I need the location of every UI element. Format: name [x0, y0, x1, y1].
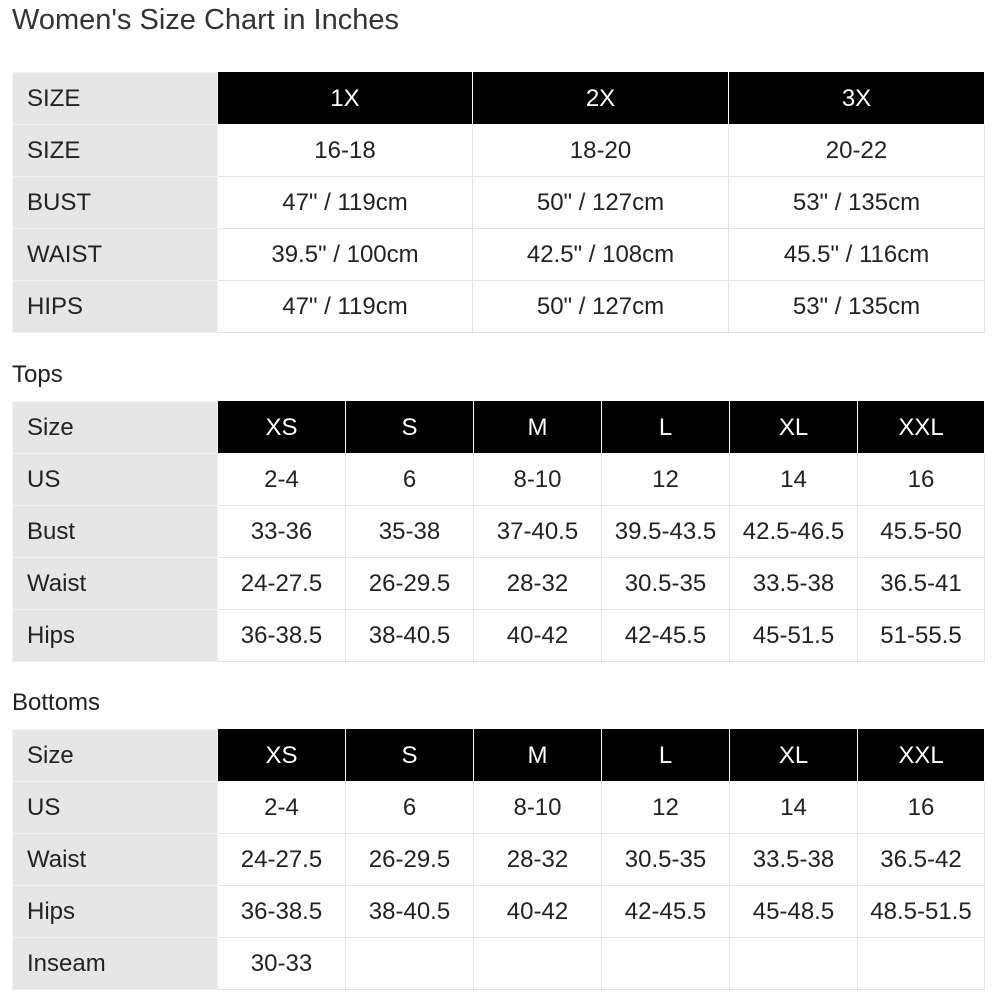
table-cell: 48.5-51.5 — [858, 886, 985, 938]
tops-header-xl: XL — [730, 402, 858, 454]
table-cell: 42-45.5 — [602, 610, 730, 662]
plus-size-table — [12, 72, 985, 333]
table-row — [13, 229, 985, 281]
table-cell: 8-10 — [474, 454, 602, 506]
table-row — [13, 454, 985, 506]
bottoms-header-m: M — [474, 730, 602, 782]
table-cell: 38-40.5 — [346, 886, 474, 938]
page-title: Women's Size Chart in Inches — [12, 4, 399, 36]
bottoms-header-label: Size — [13, 730, 218, 782]
table-row — [13, 886, 985, 938]
plus-size-header-label: SIZE — [13, 73, 218, 125]
table-cell: 42-45.5 — [602, 886, 730, 938]
table-row — [13, 506, 985, 558]
table-cell: 50" / 127cm — [473, 281, 729, 333]
table-row — [13, 782, 985, 834]
table-cell: 36-38.5 — [218, 886, 346, 938]
table-cell: 12 — [602, 454, 730, 506]
table-cell: 6 — [346, 454, 474, 506]
table-cell: 45.5" / 116cm — [729, 229, 985, 281]
table-cell: 14 — [730, 454, 858, 506]
table-cell: 45.5-50 — [858, 506, 985, 558]
tops-section-title: Tops — [12, 361, 63, 388]
table-row — [13, 125, 985, 177]
table-cell: 37-40.5 — [474, 506, 602, 558]
table-cell: 18-20 — [473, 125, 729, 177]
table-cell: 30.5-35 — [602, 558, 730, 610]
tops-header-s: S — [346, 402, 474, 454]
table-cell: 45-48.5 — [730, 886, 858, 938]
row-label: Hips — [13, 610, 218, 662]
table-cell: 36.5-41 — [858, 558, 985, 610]
table-cell: 33.5-38 — [730, 558, 858, 610]
table-row — [13, 558, 985, 610]
table-cell: 12 — [602, 782, 730, 834]
table-cell: 2-4 — [218, 782, 346, 834]
row-label: Waist — [13, 558, 218, 610]
row-label: WAIST — [13, 229, 218, 281]
table-cell: 45-51.5 — [730, 610, 858, 662]
table-cell: 33-36 — [218, 506, 346, 558]
table-cell: 6 — [346, 782, 474, 834]
row-label: BUST — [13, 177, 218, 229]
table-cell: 42.5" / 108cm — [473, 229, 729, 281]
table-cell: 2-4 — [218, 454, 346, 506]
table-cell: 36.5-42 — [858, 834, 985, 886]
table-cell: 50" / 127cm — [473, 177, 729, 229]
table-cell: 28-32 — [474, 558, 602, 610]
row-label: US — [13, 454, 218, 506]
table-cell: 20-22 — [729, 125, 985, 177]
row-label: SIZE — [13, 125, 218, 177]
bottoms-section-title: Bottoms — [12, 689, 101, 716]
table-cell: 36-38.5 — [218, 610, 346, 662]
table-cell: 30.5-35 — [602, 834, 730, 886]
table-row — [13, 834, 985, 886]
tops-header-label: Size — [13, 402, 218, 454]
table-row — [13, 610, 985, 662]
table-cell — [346, 938, 474, 990]
plus-size-header-1x: 1X — [218, 73, 473, 125]
bottoms-header-row — [13, 730, 985, 782]
table-cell: 26-29.5 — [346, 834, 474, 886]
table-cell: 35-38 — [346, 506, 474, 558]
table-cell: 14 — [730, 782, 858, 834]
table-cell: 16-18 — [218, 125, 473, 177]
table-cell — [602, 938, 730, 990]
tops-header-xs: XS — [218, 402, 346, 454]
row-label: Waist — [13, 834, 218, 886]
table-cell: 51-55.5 — [858, 610, 985, 662]
table-cell — [730, 938, 858, 990]
bottoms-header-xl: XL — [730, 730, 858, 782]
tops-size-table — [12, 401, 985, 662]
table-row — [13, 938, 985, 990]
row-label: Hips — [13, 886, 218, 938]
row-label: Inseam — [13, 938, 218, 990]
bottoms-header-l: L — [602, 730, 730, 782]
table-cell: 39.5-43.5 — [602, 506, 730, 558]
table-cell: 8-10 — [474, 782, 602, 834]
tops-header-l: L — [602, 402, 730, 454]
table-cell: 30-33 — [218, 938, 346, 990]
table-cell: 16 — [858, 782, 985, 834]
table-cell — [858, 938, 985, 990]
table-cell: 24-27.5 — [218, 834, 346, 886]
bottoms-header-xs: XS — [218, 730, 346, 782]
row-label: US — [13, 782, 218, 834]
table-cell: 28-32 — [474, 834, 602, 886]
table-cell: 40-42 — [474, 886, 602, 938]
table-cell: 39.5" / 100cm — [218, 229, 473, 281]
table-cell: 16 — [858, 454, 985, 506]
table-row — [13, 281, 985, 333]
plus-size-header-2x: 2X — [473, 73, 729, 125]
table-cell: 47" / 119cm — [218, 177, 473, 229]
table-cell: 33.5-38 — [730, 834, 858, 886]
table-cell: 24-27.5 — [218, 558, 346, 610]
table-cell: 53" / 135cm — [729, 281, 985, 333]
table-cell: 47" / 119cm — [218, 281, 473, 333]
row-label: HIPS — [13, 281, 218, 333]
tops-header-xxl: XXL — [858, 402, 985, 454]
row-label: Bust — [13, 506, 218, 558]
table-cell: 42.5-46.5 — [730, 506, 858, 558]
bottoms-size-table — [12, 729, 985, 990]
table-row — [13, 177, 985, 229]
table-cell: 26-29.5 — [346, 558, 474, 610]
table-cell: 38-40.5 — [346, 610, 474, 662]
table-cell: 40-42 — [474, 610, 602, 662]
tops-header-m: M — [474, 402, 602, 454]
bottoms-header-s: S — [346, 730, 474, 782]
tops-header-row — [13, 402, 985, 454]
plus-size-header-3x: 3X — [729, 73, 985, 125]
plus-size-header-row — [13, 73, 985, 125]
bottoms-header-xxl: XXL — [858, 730, 985, 782]
table-cell — [474, 938, 602, 990]
table-cell: 53" / 135cm — [729, 177, 985, 229]
